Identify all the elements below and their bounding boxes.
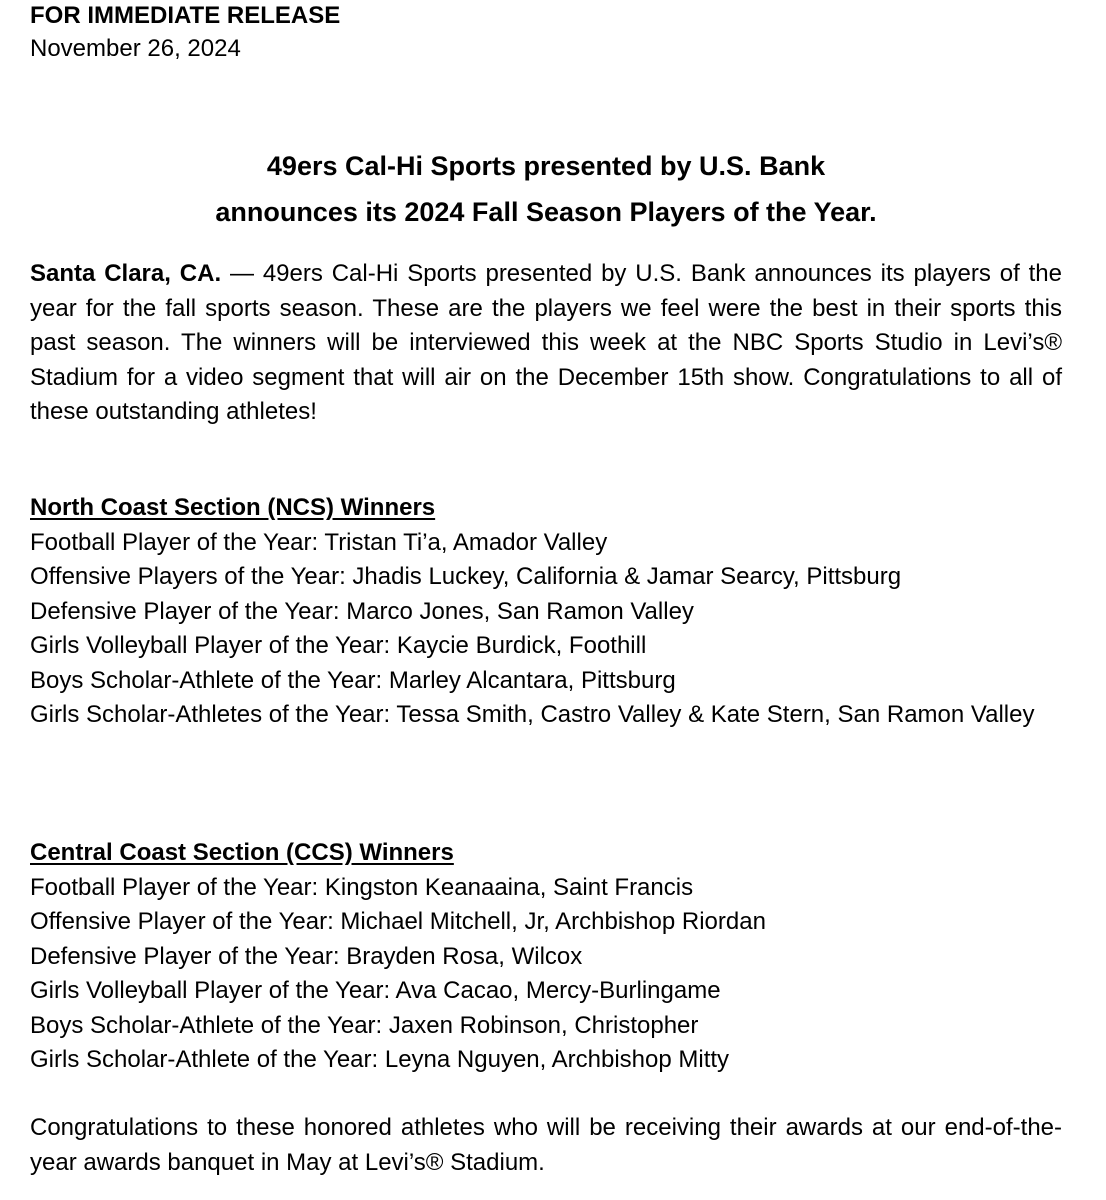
ccs-winner-girls-volleyball: Girls Volleyball Player of the Year: Ava Cacao, Mercy-Burlingame bbox=[30, 977, 721, 1004]
ncs-winner-defensive: Defensive Player of the Year: Marco Jones, San Ramon Valley bbox=[30, 597, 694, 625]
ncs-winner-girls-scholar-athletes: Girls Scholar-Athletes of the Year: Tessa Smith, Castro Valley & Kate Stern, San Ramon Valley bbox=[30, 701, 1035, 728]
headline-line-1: 49ers Cal-Hi Sports presented by U.S. Bank bbox=[266, 151, 826, 181]
intro-dateline: Santa Clara, CA. bbox=[30, 260, 222, 287]
ccs-winner-boys-scholar-athlete: Boys Scholar-Athlete of the Year: Jaxen Robinson, Christopher bbox=[30, 1011, 699, 1039]
ccs-winners-section bbox=[30, 836, 1062, 1078]
headline bbox=[30, 143, 1062, 235]
intro-body: — 49ers Cal-Hi Sports presented by U.S. Bank announces its players of the year for the fall sports season. These are the players we feel were the best in their sports this past season. The winners will be interviewed this week at the NBC Sports Studio in Levi’s® Stadium for a video segment that will air on the December 15th show. Congratulations to all of these outstanding athletes! bbox=[30, 260, 1062, 425]
release-date: November 26, 2024 bbox=[30, 35, 241, 62]
headline-line-2: announces its 2024 Fall Season Players of the Year. bbox=[215, 197, 877, 227]
ccs-winner-defensive: Defensive Player of the Year: Brayden Rosa, Wilcox bbox=[30, 942, 583, 970]
ccs-winner-football: Football Player of the Year: Kingston Keanaaina, Saint Francis bbox=[30, 873, 694, 901]
ccs-winner-offensive: Offensive Player of the Year: Michael Mitchell, Jr, Archbishop Riordan bbox=[30, 908, 766, 935]
ncs-winner-offensive: Offensive Players of the Year: Jhadis Luckey, California & Jamar Searcy, Pittsburg bbox=[30, 563, 902, 590]
closing-paragraph: Congratulations to these honored athletes who will be receiving their awards at our end-of-the-year awards banquet in May at Levi’s® Stadium. bbox=[30, 1114, 1062, 1176]
ncs-winner-football: Football Player of the Year: Tristan Ti’a, Amador Valley bbox=[30, 528, 608, 556]
release-label: FOR IMMEDIATE RELEASE bbox=[30, 2, 341, 29]
ncs-section-title: North Coast Section (NCS) Winners bbox=[30, 494, 436, 521]
ncs-winner-girls-volleyball: Girls Volleyball Player of the Year: Kaycie Burdick, Foothill bbox=[30, 632, 647, 659]
ncs-winner-boys-scholar-athlete: Boys Scholar-Athlete of the Year: Marley Alcantara, Pittsburg bbox=[30, 666, 676, 694]
intro-paragraph bbox=[30, 257, 1062, 430]
ccs-section-title: Central Coast Section (CCS) Winners bbox=[30, 839, 454, 866]
ncs-winners-section bbox=[30, 491, 1062, 733]
ccs-winner-girls-scholar-athlete: Girls Scholar-Athlete of the Year: Leyna Nguyen, Archbishop Mitty bbox=[30, 1046, 730, 1073]
